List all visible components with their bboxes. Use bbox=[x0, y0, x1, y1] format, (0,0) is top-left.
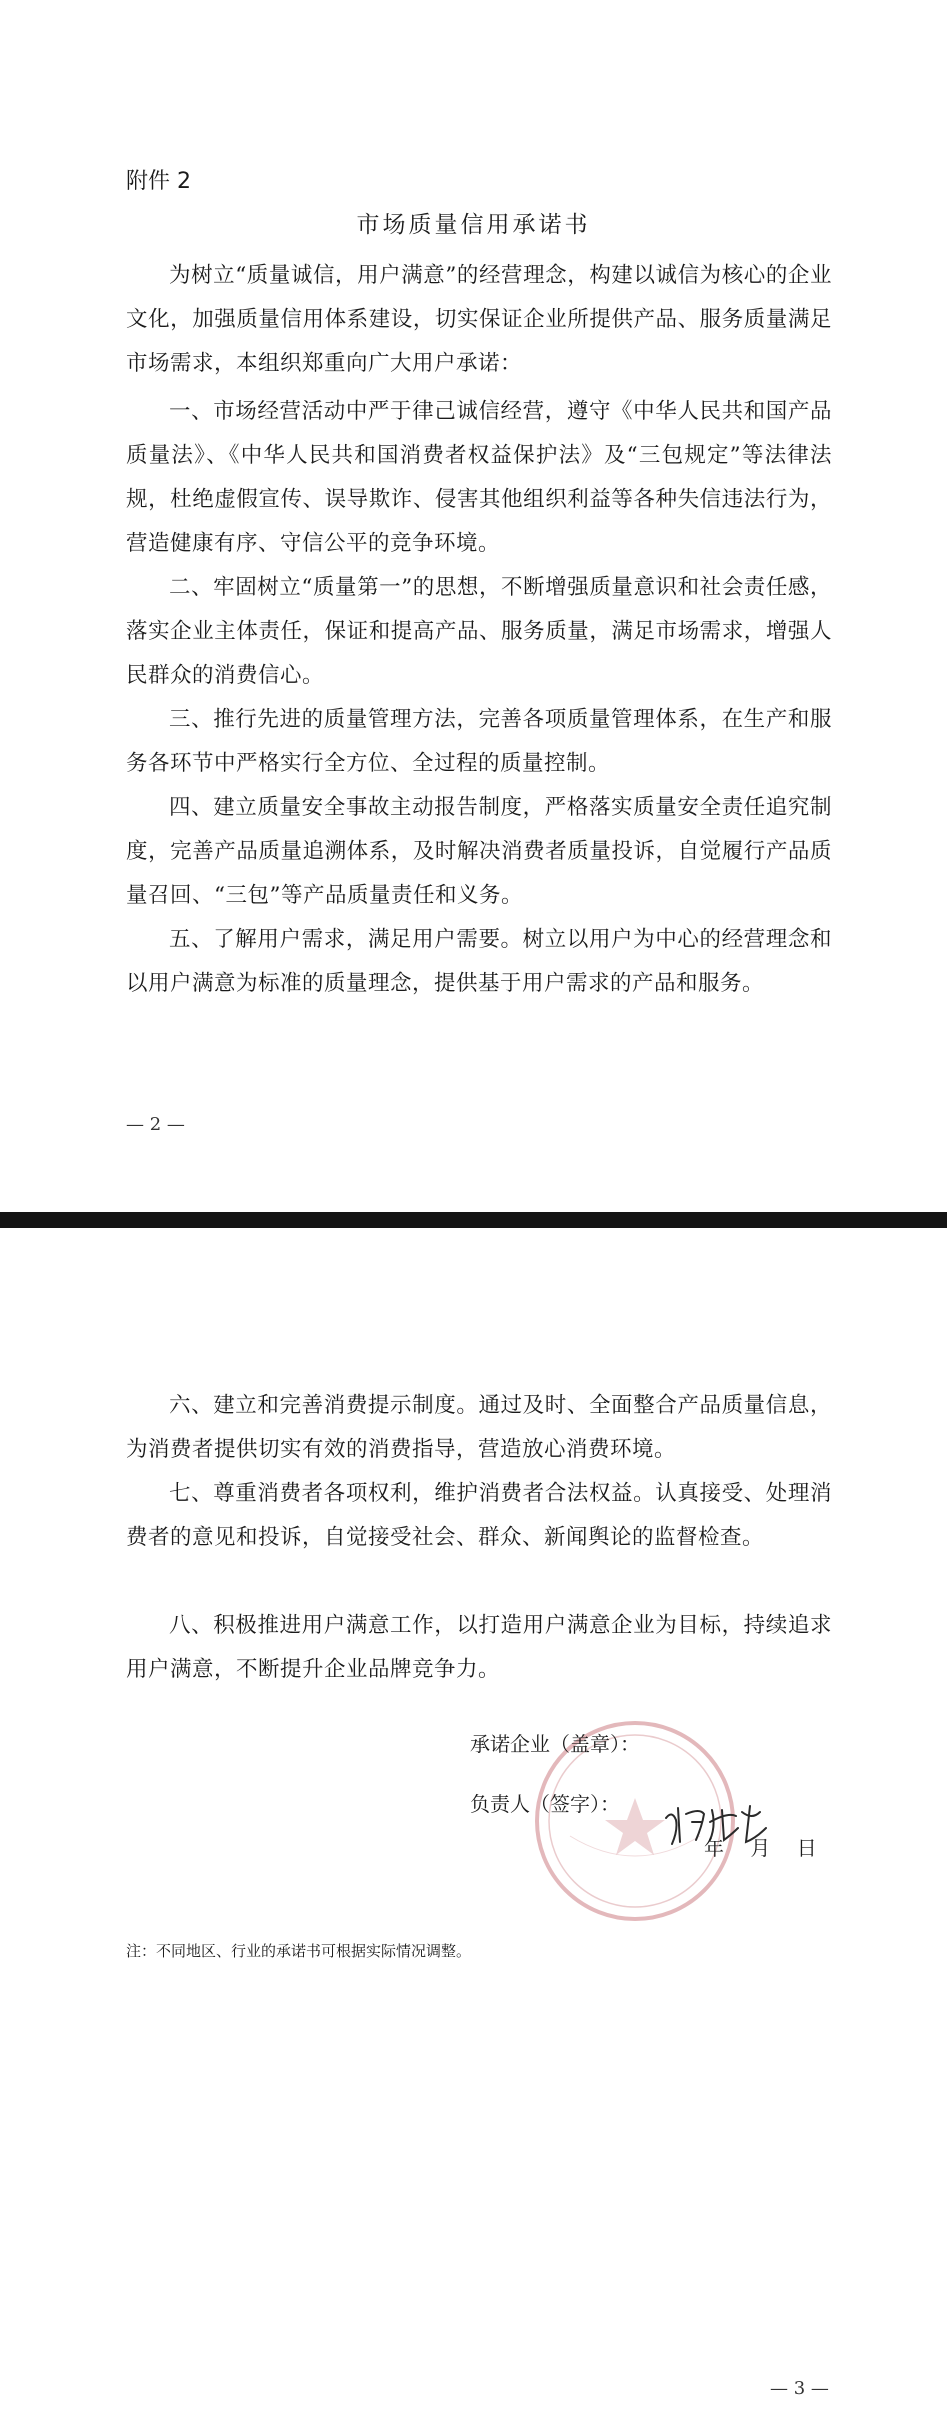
page-number: — 2 — bbox=[126, 1114, 185, 1135]
date-label: 年 月 日 bbox=[704, 1836, 817, 1860]
document-page-2 bbox=[0, 0, 947, 1212]
footnote: 注：不同地区、行业的承诺书可根据实际情况调整。 bbox=[126, 1942, 472, 1960]
page-divider bbox=[0, 1212, 947, 1228]
commitment-item-6: 六、建立和完善消费提示制度。通过及时、全面整合产品质量信息，为消费者提供切实有效的消费指导，营造放心消费环境。 bbox=[126, 1393, 832, 1462]
document-page-3 bbox=[0, 1228, 947, 2426]
commitment-item-7: 七、尊重消费者各项权利，维护消费者合法权益。认真接受、处理消费者的意见和投诉，自觉接受社会、群众、新闻舆论的监督检查。 bbox=[126, 1481, 832, 1550]
commitment-item-1: 一、市场经营活动中严于律己诚信经营，遵守《中华人民共和国产品质量法》、《中华人民共和国消费者权益保护法》及“三包规定”等法律法规，杜绝虚假宣传、误导欺诈、侵害其他组织利益等各种失信违法行为，营造健康有序、守信公平的竞争环境。 bbox=[126, 399, 832, 556]
attachment-label: 附件 2 bbox=[126, 169, 191, 194]
page-number: — 3 — bbox=[770, 2378, 829, 2399]
commitment-item-8: 八、积极推进用户满意工作，以打造用户满意企业为目标，持续追求用户满意，不断提升企业品牌竞争力。 bbox=[126, 1613, 832, 1682]
document-title: 市场质量信用承诺书 bbox=[356, 212, 591, 238]
intro-paragraph: 为树立“质量诚信，用户满意”的经营理念，构建以诚信为核心的企业文化，加强质量信用体系建设，切实保证企业所提供产品、服务质量满足市场需求，本组织郑重向广大用户承诺： bbox=[126, 263, 832, 376]
commitment-item-5: 五、了解用户需求，满足用户需要。树立以用户为中心的经营理念和以用户满意为标准的质量理念，提供基于用户需求的产品和服务。 bbox=[126, 927, 832, 996]
commitment-item-2: 二、牢固树立“质量第一”的思想，不断增强质量意识和社会责任感，落实企业主体责任，保证和提高产品、服务质量，满足市场需求，增强人民群众的消费信心。 bbox=[126, 575, 832, 688]
company-seal-label: 承诺企业（盖章）： bbox=[470, 1732, 640, 1756]
commitment-item-4: 四、建立质量安全事故主动报告制度，严格落实质量安全责任追究制度，完善产品质量追溯体系，及时解决消费者质量投诉，自觉履行产品质量召回、“三包”等产品质量责任和义务。 bbox=[126, 795, 832, 908]
commitment-item-3: 三、推行先进的质量管理方法，完善各项质量管理体系，在生产和服务各环节中严格实行全方位、全过程的质量控制。 bbox=[126, 707, 832, 776]
responsible-person-label: 负责人（签字）： bbox=[470, 1792, 620, 1816]
